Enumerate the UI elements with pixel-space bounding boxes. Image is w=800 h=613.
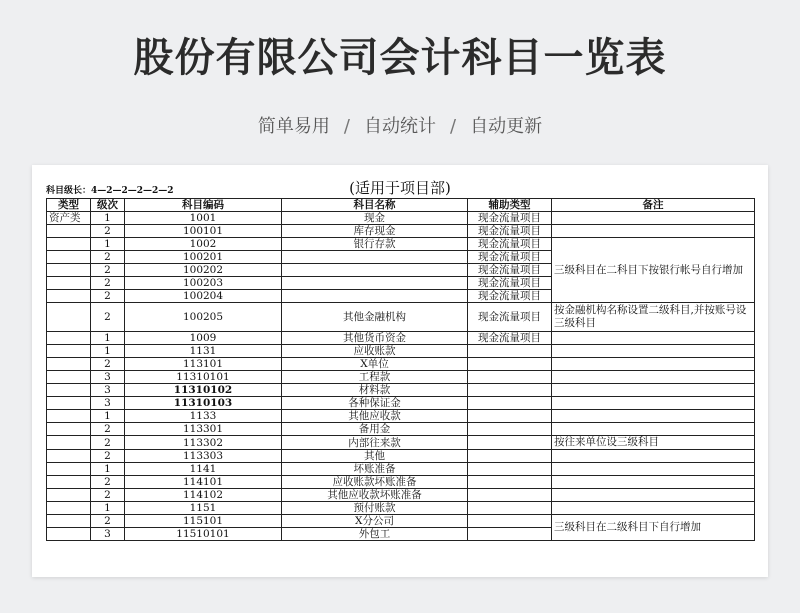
aux-cell bbox=[468, 384, 552, 397]
table-row bbox=[47, 371, 755, 384]
table-row bbox=[47, 358, 755, 371]
separator: / bbox=[343, 116, 350, 137]
type-cell bbox=[47, 410, 91, 423]
aux-cell bbox=[468, 410, 552, 423]
code-cell: 114101 bbox=[125, 476, 282, 489]
name-cell: 其他应收款 bbox=[282, 410, 468, 423]
name-cell: 其他应收款坏账准备 bbox=[282, 489, 468, 502]
page-title: 股份有限公司会计科目一览表 bbox=[133, 35, 667, 81]
level-cell: 3 bbox=[91, 371, 125, 384]
level-cell: 1 bbox=[91, 463, 125, 476]
note-cell bbox=[552, 450, 755, 463]
level-cell: 2 bbox=[91, 303, 125, 332]
type-cell bbox=[47, 436, 91, 450]
type-cell bbox=[47, 397, 91, 410]
type-cell bbox=[47, 384, 91, 397]
table-row bbox=[47, 332, 755, 345]
account-table bbox=[46, 198, 755, 541]
table-row bbox=[47, 212, 755, 225]
feature-auto-stats: 自动统计 bbox=[364, 116, 436, 137]
code-cell: 1133 bbox=[125, 410, 282, 423]
aux-cell: 现金流量项目 bbox=[468, 303, 552, 332]
aux-cell bbox=[468, 345, 552, 358]
table-row bbox=[47, 489, 755, 502]
header-level: 级次 bbox=[91, 199, 125, 212]
note-cell: 三级科目在二级科目下自行增加 bbox=[552, 515, 755, 541]
code-cell: 113303 bbox=[125, 450, 282, 463]
name-cell: 预付账款 bbox=[282, 502, 468, 515]
name-cell: 工程款 bbox=[282, 371, 468, 384]
note-cell bbox=[552, 212, 755, 225]
aux-cell: 现金流量项目 bbox=[468, 264, 552, 277]
aux-cell bbox=[468, 358, 552, 371]
code-cell: 114102 bbox=[125, 489, 282, 502]
level-cell: 3 bbox=[91, 397, 125, 410]
level-cell: 1 bbox=[91, 238, 125, 251]
code-cell: 115101 bbox=[125, 515, 282, 528]
table-row bbox=[47, 397, 755, 410]
table-row bbox=[47, 502, 755, 515]
note-cell bbox=[552, 332, 755, 345]
level-cell: 2 bbox=[91, 225, 125, 238]
separator: / bbox=[450, 116, 457, 137]
table-row bbox=[47, 238, 755, 251]
aux-cell bbox=[468, 397, 552, 410]
code-cell: 1002 bbox=[125, 238, 282, 251]
header-row bbox=[47, 199, 755, 212]
header-name: 科目名称 bbox=[282, 199, 468, 212]
type-cell bbox=[47, 264, 91, 277]
level-cell: 2 bbox=[91, 515, 125, 528]
level-cell: 2 bbox=[91, 251, 125, 264]
note-cell bbox=[552, 358, 755, 371]
aux-cell bbox=[468, 371, 552, 384]
aux-cell bbox=[468, 502, 552, 515]
name-cell: 库存现金 bbox=[282, 225, 468, 238]
name-cell: 应收账款坏账准备 bbox=[282, 476, 468, 489]
name-cell: 内部往来款 bbox=[282, 436, 468, 450]
name-cell: 应收账款 bbox=[282, 345, 468, 358]
type-cell bbox=[47, 371, 91, 384]
note-cell bbox=[552, 463, 755, 476]
level-cell: 2 bbox=[91, 489, 125, 502]
aux-cell bbox=[468, 450, 552, 463]
note-cell bbox=[552, 225, 755, 238]
name-cell: 银行存款 bbox=[282, 238, 468, 251]
type-cell bbox=[47, 528, 91, 541]
code-cell: 113302 bbox=[125, 436, 282, 450]
code-cell: 1009 bbox=[125, 332, 282, 345]
type-cell bbox=[47, 423, 91, 436]
table-row bbox=[47, 515, 755, 528]
code-cell: 100202 bbox=[125, 264, 282, 277]
feature-easy: 简单易用 bbox=[257, 116, 330, 137]
type-cell bbox=[47, 345, 91, 358]
type-cell bbox=[47, 358, 91, 371]
code-cell: 11310102 bbox=[125, 384, 282, 397]
level-cell: 2 bbox=[91, 436, 125, 450]
feature-tagline bbox=[0, 112, 800, 138]
type-cell: 资产类 bbox=[47, 212, 91, 225]
aux-cell bbox=[468, 463, 552, 476]
note-cell bbox=[552, 371, 755, 384]
aux-cell: 现金流量项目 bbox=[468, 251, 552, 264]
aux-cell bbox=[468, 528, 552, 541]
note-cell bbox=[552, 489, 755, 502]
name-cell: 其他金融机构 bbox=[282, 303, 468, 332]
spreadsheet-preview bbox=[32, 165, 768, 577]
name-cell: 材料款 bbox=[282, 384, 468, 397]
table-row bbox=[47, 450, 755, 463]
aux-cell: 现金流量项目 bbox=[468, 290, 552, 303]
type-cell bbox=[47, 502, 91, 515]
note-cell bbox=[552, 423, 755, 436]
table-row bbox=[47, 345, 755, 358]
name-cell: 外包工 bbox=[282, 528, 468, 541]
level-cell: 3 bbox=[91, 528, 125, 541]
table-row bbox=[47, 384, 755, 397]
note-cell bbox=[552, 345, 755, 358]
name-cell bbox=[282, 290, 468, 303]
code-cell: 1001 bbox=[125, 212, 282, 225]
level-cell: 2 bbox=[91, 423, 125, 436]
aux-cell: 现金流量项目 bbox=[468, 238, 552, 251]
code-cell: 100201 bbox=[125, 251, 282, 264]
code-cell: 100101 bbox=[125, 225, 282, 238]
aux-cell bbox=[468, 423, 552, 436]
name-cell: X单位 bbox=[282, 358, 468, 371]
level-note: 科目级长：4—2—2—2—2—2 bbox=[46, 186, 174, 196]
level-cell: 2 bbox=[91, 277, 125, 290]
name-cell: 现金 bbox=[282, 212, 468, 225]
note-cell: 按金融机构名称设置二级科目,并按账号设三级科目 bbox=[552, 303, 755, 332]
name-cell: 其他货币资金 bbox=[282, 332, 468, 345]
table-row bbox=[47, 476, 755, 489]
table-row bbox=[47, 225, 755, 238]
name-cell bbox=[282, 264, 468, 277]
type-cell bbox=[47, 277, 91, 290]
type-cell bbox=[47, 251, 91, 264]
type-cell bbox=[47, 515, 91, 528]
header-note: 备注 bbox=[552, 199, 755, 212]
level-cell: 2 bbox=[91, 476, 125, 489]
note-cell bbox=[552, 502, 755, 515]
level-cell: 2 bbox=[91, 450, 125, 463]
code-cell: 100203 bbox=[125, 277, 282, 290]
note-cell: 三级科目在二科目下按银行帐号自行增加 bbox=[552, 238, 755, 303]
type-cell bbox=[47, 463, 91, 476]
code-cell: 1151 bbox=[125, 502, 282, 515]
note-cell bbox=[552, 410, 755, 423]
header-aux: 辅助类型 bbox=[468, 199, 552, 212]
type-cell bbox=[47, 303, 91, 332]
code-cell: 11310101 bbox=[125, 371, 282, 384]
code-cell: 1141 bbox=[125, 463, 282, 476]
table-row bbox=[47, 303, 755, 332]
name-cell: 备用金 bbox=[282, 423, 468, 436]
header-type: 类型 bbox=[47, 199, 91, 212]
sheet-header bbox=[46, 177, 754, 197]
table-row bbox=[47, 436, 755, 450]
note-cell bbox=[552, 397, 755, 410]
table-row bbox=[47, 423, 755, 436]
type-cell bbox=[47, 476, 91, 489]
aux-cell bbox=[468, 515, 552, 528]
code-cell: 100204 bbox=[125, 290, 282, 303]
type-cell bbox=[47, 238, 91, 251]
level-cell: 2 bbox=[91, 358, 125, 371]
name-cell: 各种保证金 bbox=[282, 397, 468, 410]
aux-cell bbox=[468, 489, 552, 502]
note-cell: 按往来单位设三级科目 bbox=[552, 436, 755, 450]
code-cell: 1131 bbox=[125, 345, 282, 358]
code-cell: 113301 bbox=[125, 423, 282, 436]
type-cell bbox=[47, 450, 91, 463]
type-cell bbox=[47, 332, 91, 345]
code-cell: 11510101 bbox=[125, 528, 282, 541]
level-cell: 1 bbox=[91, 345, 125, 358]
level-cell: 3 bbox=[91, 384, 125, 397]
type-cell bbox=[47, 489, 91, 502]
aux-cell: 现金流量项目 bbox=[468, 277, 552, 290]
name-cell bbox=[282, 251, 468, 264]
level-cell: 2 bbox=[91, 264, 125, 277]
name-cell bbox=[282, 277, 468, 290]
table-row bbox=[47, 463, 755, 476]
name-cell: 坏账准备 bbox=[282, 463, 468, 476]
level-cell: 1 bbox=[91, 332, 125, 345]
code-cell: 100205 bbox=[125, 303, 282, 332]
header-code: 科目编码 bbox=[125, 199, 282, 212]
level-cell: 2 bbox=[91, 290, 125, 303]
type-cell bbox=[47, 225, 91, 238]
name-cell: X分公司 bbox=[282, 515, 468, 528]
note-cell bbox=[552, 476, 755, 489]
table-row bbox=[47, 410, 755, 423]
aux-cell: 现金流量项目 bbox=[468, 212, 552, 225]
name-cell: 其他 bbox=[282, 450, 468, 463]
aux-cell bbox=[468, 476, 552, 489]
level-cell: 1 bbox=[91, 410, 125, 423]
level-cell: 1 bbox=[91, 502, 125, 515]
scope-label: (适用于项目部) bbox=[349, 179, 451, 197]
code-cell: 113101 bbox=[125, 358, 282, 371]
feature-auto-update: 自动更新 bbox=[470, 116, 543, 137]
code-cell: 11310103 bbox=[125, 397, 282, 410]
aux-cell: 现金流量项目 bbox=[468, 332, 552, 345]
level-cell: 1 bbox=[91, 212, 125, 225]
aux-cell: 现金流量项目 bbox=[468, 225, 552, 238]
note-cell bbox=[552, 384, 755, 397]
aux-cell bbox=[468, 436, 552, 450]
type-cell bbox=[47, 290, 91, 303]
